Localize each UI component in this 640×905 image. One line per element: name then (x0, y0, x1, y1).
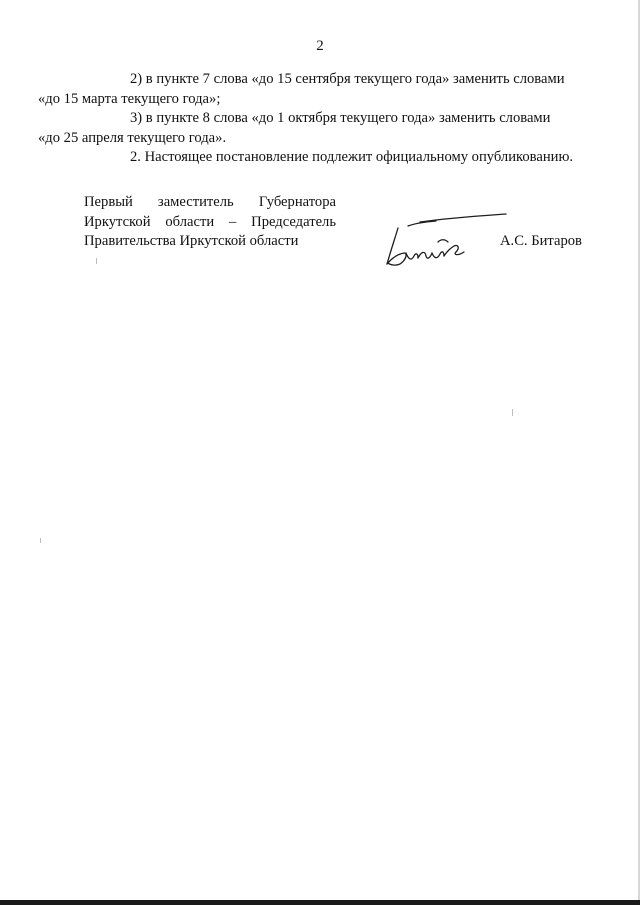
publication-clause-text: 2. Настоящее постановление подлежит официальному опубликованию. (130, 149, 574, 165)
amendment-item-3-line-2: «до 25 апреля текущего года». (38, 129, 227, 146)
scan-speck (40, 538, 41, 543)
scan-edge-bottom (0, 900, 640, 905)
amendment-item-2-line-1: 2) в пункте 7 слова «до 15 сентября текущего года» заменить словами (130, 71, 565, 87)
signer-name: А.С. Битаров (500, 233, 582, 249)
page-number: 2 (316, 38, 324, 54)
signatory-position (84, 193, 336, 252)
signatory-position-line-3: Правительства Иркутской области (84, 233, 299, 249)
amendment-item-3 (38, 109, 605, 148)
amendment-item-3-line-1: 3) в пункте 8 слова «до 1 октября текущего года» заменить словами (130, 110, 551, 126)
signatory-position-line-1: Первый заместитель Губернатора (84, 194, 336, 210)
publication-clause (84, 148, 605, 168)
signatory-position-line-2: Иркутской области – Председатель (84, 213, 336, 230)
handwritten-signature (378, 206, 508, 272)
document-body (38, 70, 605, 168)
scan-speck (96, 258, 97, 264)
scan-speck (512, 409, 513, 416)
amendment-item-2 (38, 70, 605, 109)
amendment-item-2-line-2: «до 15 марта текущего года»; (38, 90, 221, 107)
